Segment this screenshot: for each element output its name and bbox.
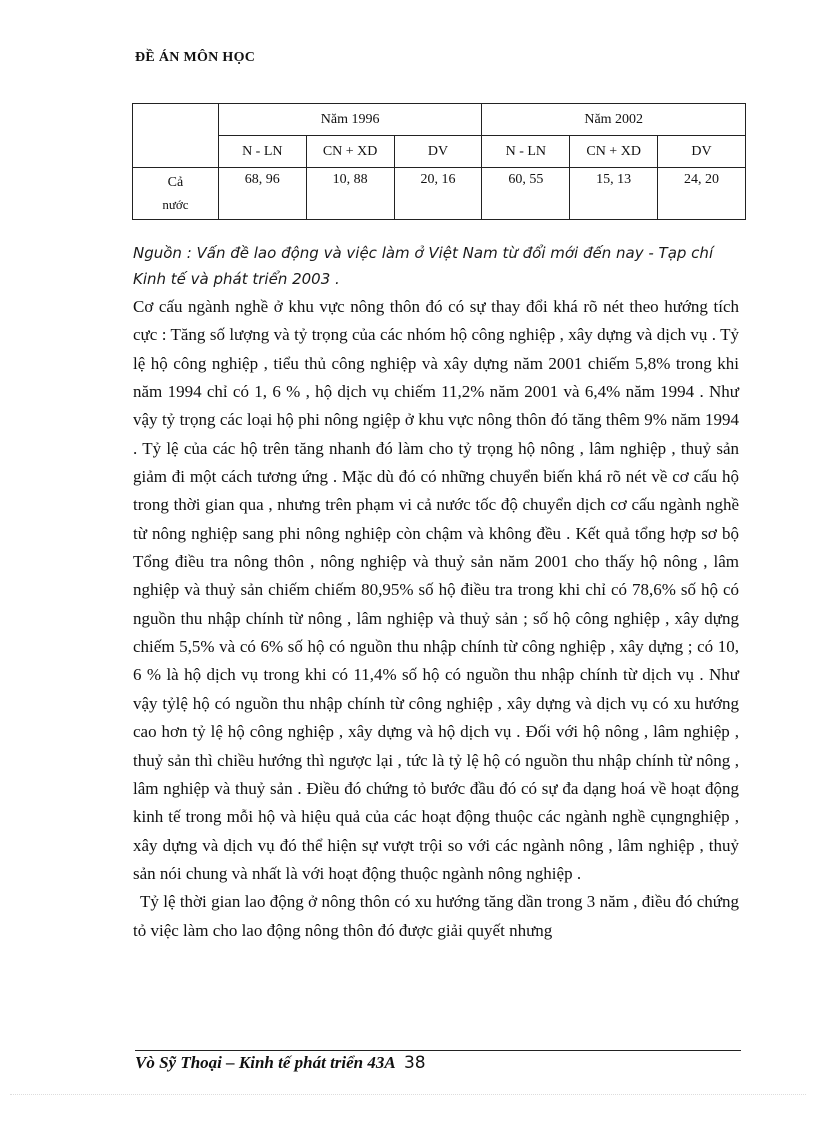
table-header-row-years bbox=[133, 104, 746, 136]
cell-1996-dv: 20, 16 bbox=[394, 168, 482, 220]
cell-2002-dv: 24, 20 bbox=[658, 168, 746, 220]
row-label-line1: Cả bbox=[167, 175, 184, 190]
labor-structure-table bbox=[132, 103, 746, 220]
source-citation: Nguồn : Vấn đề lao động và việc làm ở Việt Nam từ đổi mới đến nay - Tạp chí Kinh tế và phát triển 2003 . bbox=[133, 244, 714, 288]
document-header-title: ĐỀ ÁN MÔN HỌC bbox=[135, 50, 256, 65]
col-header-2002-cn-xd: CN + XD bbox=[570, 136, 658, 168]
page-footer bbox=[135, 1053, 426, 1073]
year-header-2002: Năm 2002 bbox=[482, 104, 746, 136]
col-header-2002-n-ln: N - LN bbox=[482, 136, 570, 168]
footer-author: Vò Sỹ Thoại – Kinh tế phát triển 43A bbox=[135, 1053, 396, 1072]
page-bottom-divider bbox=[10, 1094, 806, 1095]
table-header-row-sectors bbox=[133, 136, 746, 168]
col-header-1996-dv: DV bbox=[394, 136, 482, 168]
paragraph: Tỷ lệ thời gian lao động ở nông thôn có xu hướng tăng dần trong 3 năm , điều đó chứng tỏ việc làm cho lao động nông thôn đó được giải quyết nhưng bbox=[133, 892, 739, 940]
col-header-1996-cn-xd: CN + XD bbox=[306, 136, 394, 168]
table-corner-cell bbox=[133, 104, 219, 168]
table-row bbox=[133, 168, 746, 220]
page-number: 38 bbox=[403, 1053, 426, 1073]
col-header-2002-dv: DV bbox=[658, 136, 746, 168]
cell-1996-n-ln: 68, 96 bbox=[218, 168, 306, 220]
body-text bbox=[133, 293, 739, 945]
row-label-line2: nước bbox=[162, 197, 189, 212]
row-label-ca-nuoc bbox=[133, 168, 219, 220]
cell-2002-cn-xd: 15, 13 bbox=[570, 168, 658, 220]
footer-divider bbox=[135, 1050, 741, 1051]
col-header-1996-n-ln: N - LN bbox=[218, 136, 306, 168]
cell-1996-cn-xd: 10, 88 bbox=[306, 168, 394, 220]
cell-2002-n-ln: 60, 55 bbox=[482, 168, 570, 220]
year-header-1996: Năm 1996 bbox=[218, 104, 482, 136]
paragraph: Cơ cấu ngành nghề ở khu vực nông thôn đó có sự thay đổi khá rõ nét theo hướng tích cực : Tăng số lượng và tỷ trọng của các nhóm hộ công nghiệp , xây dựng và dịch vụ . Tỷ lệ hộ công nghiệp , tiểu thủ công nghiệp và xây dựng năm 2001 chiếm 5,8% trong khi năm 1994 chỉ có 1, 6 % , hộ dịch vụ chiếm 11,2% năm 2001 và 6,4% năm 1994 . Như vậy tỷ trọng các loại hộ phi nông ngiệp ở khu vực nông thôn đó tăng thêm 9% năm 1994 . Tỷ lệ của các hộ trên tăng nhanh đó làm cho tỷ trọng hộ nông , lâm nghiệp , thuỷ sản giảm đi một cách tương ứng . Mặc dù đó có những chuyển biến khá rõ nét về cơ cấu hộ trong thời gian qua , nhưng trên phạm vi cả nước tốc độ chuyển dịch cơ cấu ngành nghề từ nông nghiệp sang phi nông nghiệp còn chậm và không đều . Kết quả tổng hợp sơ bộ Tổng điều tra nông thôn , nông nghiệp và thuỷ sản năm 2001 cho thấy hộ nông , lâm nghiệp và thuỷ sản chiếm chiếm 80,95% số hộ điều tra trong khi chỉ có 78,6% số hộ có nguồn thu nhập chính từ nông , lâm nghiệp và thuỷ sản ; số hộ công nghiệp , xây dựng chiếm 5,5% và có 6% số hộ có nguồn thu nhập chính từ công nghiệp , xây dựng ; có 10, 6 % là hộ dịch vụ trong khi có 11,4% số hộ có nguồn thu nhập chính từ dịch vụ . Như vậy tỷlệ hộ có nguồn thu nhập chính từ công nghiệp , xây dựng và dịch vụ có xu hướng cao hơn tỷ lệ hộ công nghiệp , xây dựng và hộ dịch vụ . Đối với hộ nông , lâm nghiệp , thuỷ sản thì chiều hướng thì ngược lại , tức là tỷ lệ hộ có nguồn thu nhập chính từ nông , lâm nghiệp và thuỷ sản . Điều đó chứng tỏ bước đầu đó có sự đa dạng hoá về hoạt động kinh tế trong mỗi hộ và hiệu quả của các hoạt động thuộc các ngành nghề cụngnghiệp , xây dựng và dịch vụ đó thể hiện sự vượt trội so với các ngành nông , lâm nghiệp , thuỷ sản nói chung và nhất là với hoạt động thuộc ngành nông nghiệp . bbox=[133, 297, 739, 883]
